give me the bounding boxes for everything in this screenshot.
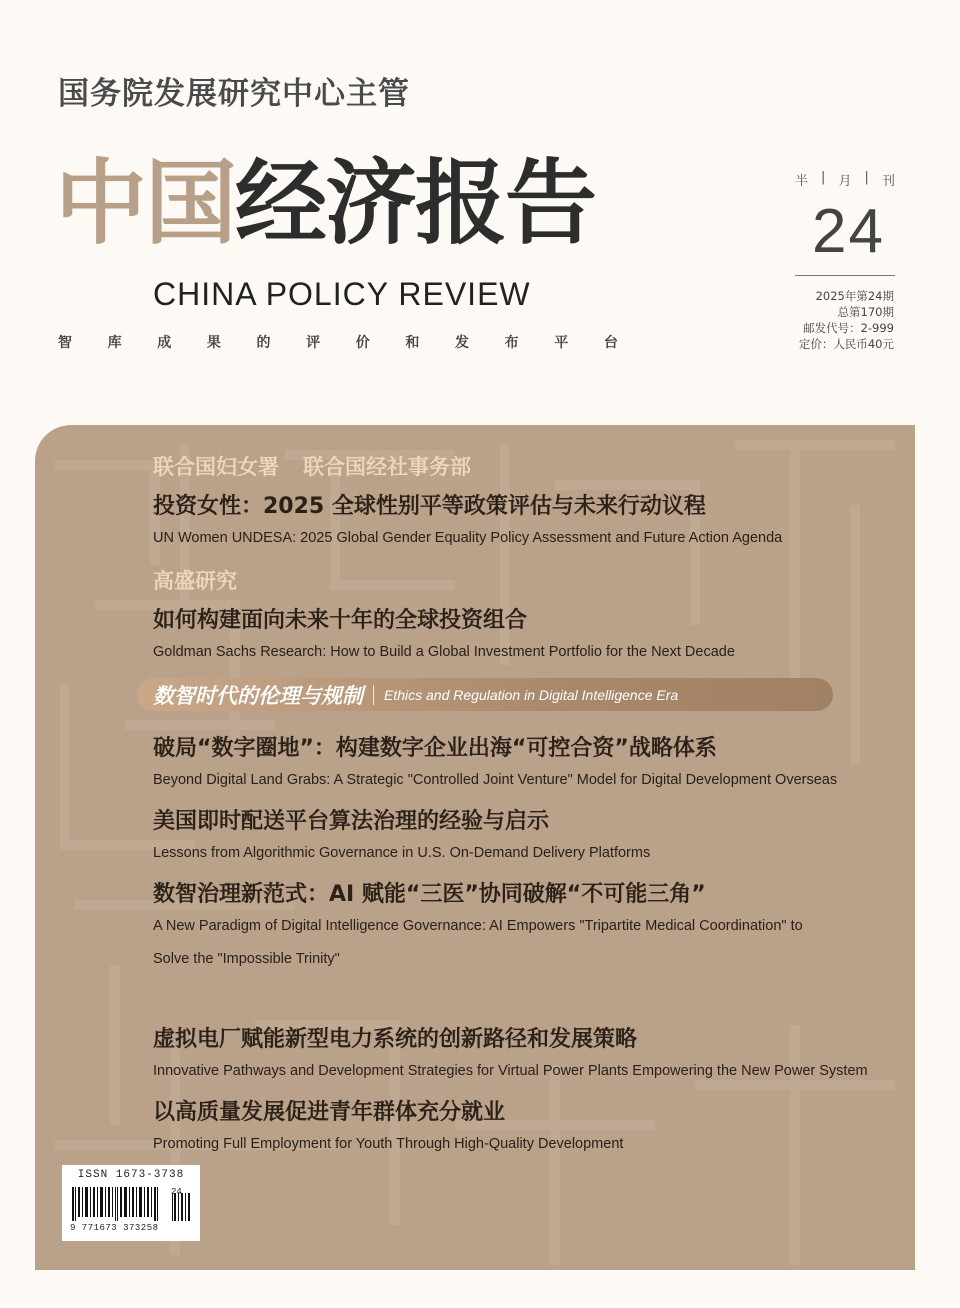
issue-year: 2025年第24期 bbox=[815, 289, 894, 303]
source-name: 联合国经社事务部 bbox=[303, 455, 471, 479]
article-title-en: Lessons from Algorithmic Governance in U.S. On-Demand Delivery Platforms bbox=[153, 845, 651, 861]
issue-info bbox=[760, 288, 894, 352]
english-title: CHINA POLICY REVIEW bbox=[153, 276, 531, 312]
article-title-zh: 破局“数字圈地”：构建数字企业出海“可控合资”战略体系 bbox=[153, 736, 717, 761]
source-name: 高盛研究 bbox=[153, 569, 237, 593]
frequency-divider: | bbox=[864, 170, 869, 185]
article-title-en: Promoting Full Employment for Youth Through High-Quality Development bbox=[153, 1136, 624, 1152]
issue-divider bbox=[795, 275, 895, 276]
logo-part-1: 中国 bbox=[55, 150, 236, 257]
article-source bbox=[153, 451, 782, 481]
section-title-en: Ethics and Regulation in Digital Intelligence Era bbox=[384, 686, 679, 703]
article-title-en: Innovative Pathways and Development Strategies for Virtual Power Plants Empowering the New Power System bbox=[153, 1063, 868, 1079]
publication-frequency bbox=[795, 170, 895, 189]
slogan bbox=[58, 332, 618, 352]
ean-number: 9 771673 373258 bbox=[70, 1223, 159, 1233]
article-title-en: Solve the "Impossible Trinity" bbox=[153, 951, 340, 967]
article-2 bbox=[153, 565, 735, 669]
logo-part-2: 经济报告 bbox=[235, 150, 596, 257]
article-1 bbox=[153, 451, 782, 555]
issue-number: 24 bbox=[812, 197, 885, 266]
article-title-zh: 美国即时配送平台算法治理的经验与启示 bbox=[153, 809, 550, 834]
price: 定价：人民币40元 bbox=[798, 337, 894, 351]
frequency-char: 半 bbox=[795, 174, 809, 189]
slogan-char: 和 bbox=[405, 335, 420, 351]
slogan-char: 评 bbox=[306, 335, 321, 351]
article-3 bbox=[153, 1022, 868, 1088]
article-title-en: A New Paradigm of Digital Intelligence Governance: AI Empowers "Tripartite Medical Coordination" to bbox=[153, 918, 803, 934]
article-title-zh: 投资女性：2025 全球性别平等政策评估与未来行动议程 bbox=[153, 494, 706, 519]
issue-total: 总第170期 bbox=[837, 305, 894, 319]
section-title-zh: 数智时代的伦理与规制 bbox=[153, 683, 363, 708]
slogan-char: 果 bbox=[206, 335, 221, 351]
article-title-en: Goldman Sachs Research: How to Build a Global Investment Portfolio for the Next Decade bbox=[153, 644, 735, 660]
article-title-en: Beyond Digital Land Grabs: A Strategic "Controlled Joint Venture" Model for Digital Development Overseas bbox=[153, 772, 838, 788]
slogan-char: 库 bbox=[107, 335, 122, 351]
article-title-zh: 虚拟电厂赋能新型电力系统的创新路径和发展策略 bbox=[153, 1027, 638, 1052]
slogan-char: 成 bbox=[157, 335, 172, 351]
article-source bbox=[153, 565, 735, 595]
article-4 bbox=[153, 1095, 623, 1161]
supervisor-line: 国务院发展研究中心主管 bbox=[58, 76, 410, 112]
section-article-1 bbox=[153, 731, 837, 797]
article-title-zh: 如何构建面向未来十年的全球投资组合 bbox=[153, 608, 528, 633]
frequency-char: 月 bbox=[838, 174, 852, 189]
postal-code: 邮发代号：2-999 bbox=[803, 321, 894, 335]
section-divider bbox=[373, 685, 374, 705]
section-banner bbox=[137, 678, 833, 711]
slogan-char: 布 bbox=[504, 335, 519, 351]
slogan-char: 平 bbox=[554, 335, 569, 351]
slogan-char: 发 bbox=[455, 335, 469, 351]
slogan-char: 价 bbox=[355, 335, 370, 351]
article-title-zh: 以高质量发展促进青年群体充分就业 bbox=[153, 1100, 506, 1125]
article-title-en: UN Women UNDESA: 2025 Global Gender Equality Policy Assessment and Future Action Agenda bbox=[153, 530, 783, 546]
slogan-char: 的 bbox=[256, 335, 271, 351]
barcode-addon: 24 bbox=[171, 1187, 182, 1197]
slogan-char: 台 bbox=[603, 335, 618, 351]
contents-panel bbox=[35, 425, 915, 1270]
barcode-block bbox=[62, 1165, 200, 1241]
frequency-divider: | bbox=[821, 170, 826, 185]
magazine-logo bbox=[55, 150, 596, 257]
section-article-3 bbox=[153, 877, 803, 976]
article-title-zh: 数智治理新范式：AI 赋能“三医”协同破解“不可能三角” bbox=[153, 882, 706, 907]
section-article-2 bbox=[153, 804, 650, 870]
slogan-char: 智 bbox=[58, 335, 72, 351]
issn-label: ISSN 1673-3738 bbox=[77, 1169, 185, 1181]
source-name: 联合国妇女署 bbox=[153, 455, 279, 479]
frequency-char: 刊 bbox=[881, 174, 895, 189]
